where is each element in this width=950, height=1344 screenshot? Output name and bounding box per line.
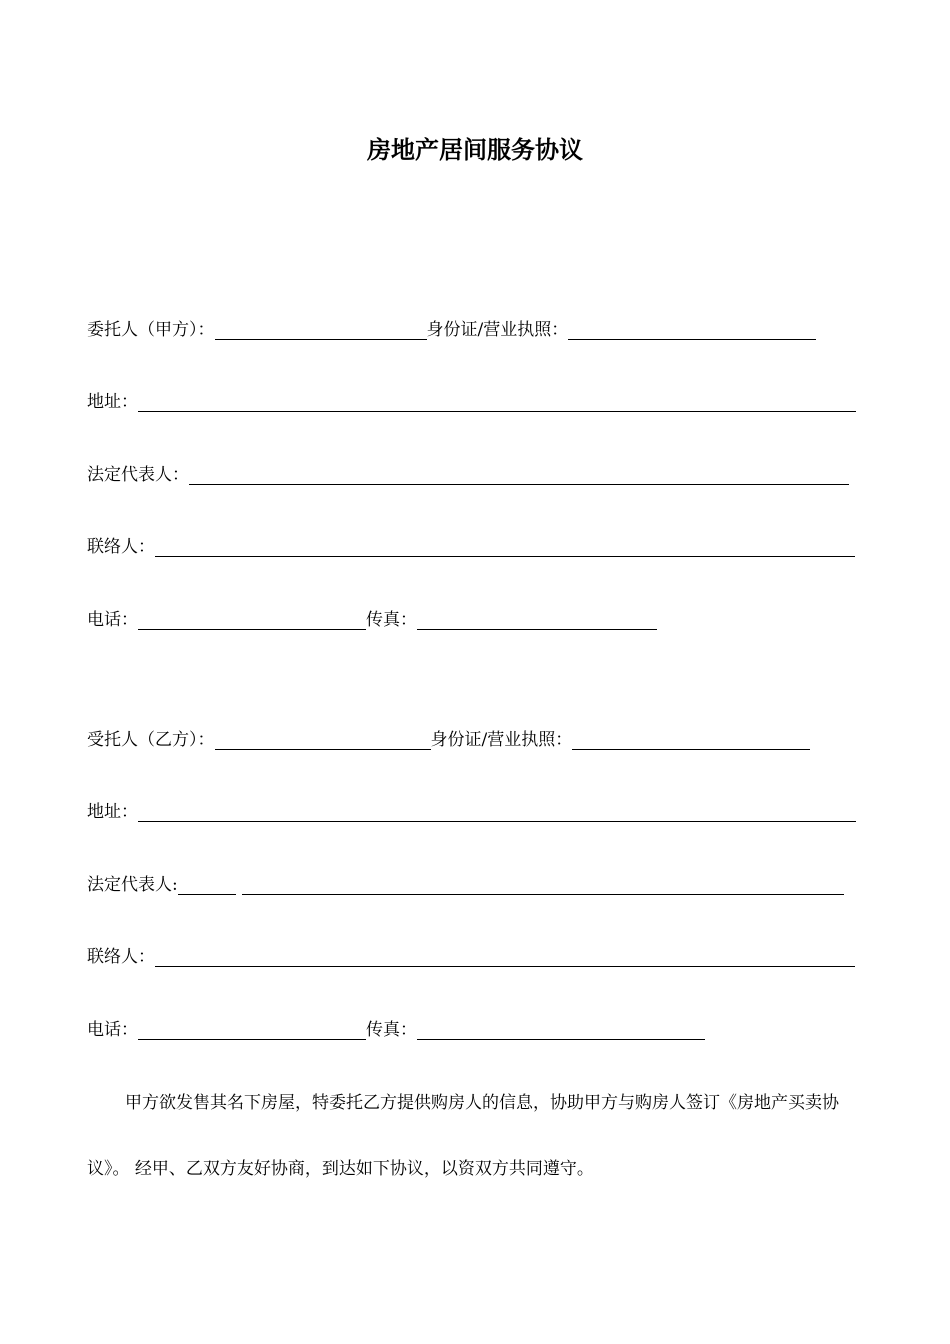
party-a-address-label: 地址：	[87, 392, 138, 412]
party-b-agent-label: 受托人（乙方）：	[87, 730, 215, 750]
party-a-phone-blank[interactable]	[138, 607, 366, 630]
party-b-address-label: 地址：	[87, 802, 138, 822]
party-a-phone-label: 电话：	[87, 610, 138, 630]
party-b-legal-rep-row	[87, 867, 844, 897]
party-b-fax-blank[interactable]	[417, 1017, 705, 1040]
party-b-contact-row	[87, 939, 855, 969]
party-a-fax-blank[interactable]	[417, 607, 657, 630]
party-a-fax-label: 传真：	[366, 610, 417, 630]
party-a-legal-rep-label: 法定代表人：	[87, 465, 189, 485]
party-b-address-blank[interactable]	[138, 799, 856, 822]
party-a-contact-blank[interactable]	[155, 534, 855, 557]
party-b-phone-fax-row	[87, 1012, 705, 1042]
party-b-phone-blank[interactable]	[138, 1017, 366, 1040]
party-b-fax-label: 传真：	[366, 1020, 417, 1040]
party-b-contact-blank[interactable]	[155, 944, 855, 967]
party-a-phone-fax-row	[87, 602, 657, 632]
party-b-address-row	[87, 794, 856, 824]
party-b-legal-rep-blank[interactable]	[242, 872, 844, 895]
party-a-principal-row	[87, 312, 816, 342]
party-a-principal-label: 委托人（甲方）：	[87, 320, 215, 340]
preamble-paragraph: 甲方欲发售其名下房屋，特委托乙方提供购房人的信息，协助甲方与购房人签订《房地产买卖协议》。 经甲、乙双方友好协商，到达如下协议，以资双方共同遵守。	[87, 1093, 839, 1179]
party-a-legal-rep-blank[interactable]	[189, 462, 849, 485]
party-b-agent-row	[87, 722, 810, 752]
party-a-principal-blank[interactable]	[215, 317, 427, 340]
party-a-legal-rep-row	[87, 457, 849, 487]
party-b-contact-label: 联络人：	[87, 947, 155, 967]
party-a-address-blank[interactable]	[138, 389, 856, 412]
party-a-id-blank[interactable]	[568, 317, 816, 340]
party-a-id-label: 身份证/营业执照：	[426, 320, 569, 340]
party-b-legal-rep-label: 法定代表人:	[87, 875, 178, 895]
party-a-address-row	[87, 384, 856, 414]
party-b-phone-label: 电话：	[87, 1020, 138, 1040]
party-b-id-label: 身份证/营业执照：	[430, 730, 573, 750]
party-a-contact-row	[87, 529, 855, 559]
party-b-agent-blank[interactable]	[215, 727, 431, 750]
party-b-id-blank[interactable]	[572, 727, 810, 750]
party-b-legal-rep-blank-short[interactable]	[178, 872, 236, 895]
party-a-contact-label: 联络人：	[87, 537, 155, 557]
document-title: 房地产居间服务协议	[367, 135, 583, 164]
